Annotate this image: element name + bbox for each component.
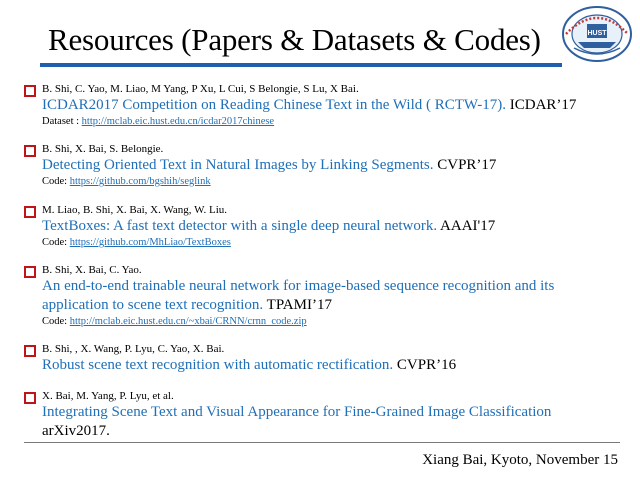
reference-authors: M. Liao, B. Shi, X. Bai, X. Wang, W. Liu.: [42, 204, 227, 216]
bullet-icon: [24, 85, 36, 97]
bullet-icon: [24, 266, 36, 278]
resource-label: Code:: [42, 237, 70, 248]
title-underline: [40, 63, 562, 67]
resource-link[interactable]: https://github.com/MhLiao/TextBoxes: [69, 237, 231, 248]
footer-text: Xiang Bai, Kyoto, November 15: [422, 452, 618, 468]
bullet-icon: [24, 145, 36, 157]
svg-text:HUST: HUST: [587, 30, 607, 37]
resource-link[interactable]: http://mclab.eic.hust.edu.cn/~xbai/CRNN/crnn_code.zip: [69, 316, 307, 327]
reference-authors: B. Shi, C. Yao, M. Liao, M Yang, P Xu, L Cui, S Belongie, S Lu, X Bai.: [42, 83, 359, 95]
university-logo: [560, 4, 634, 64]
reference-venue: TPAMI’17: [266, 297, 332, 313]
reference-venue: CVPR’17: [437, 157, 497, 173]
reference-title[interactable]: Integrating Scene Text and Visual Appearance for Fine-Grained Image Classification: [42, 404, 552, 420]
resource-link[interactable]: https://github.com/bgshih/seglink: [69, 176, 211, 187]
bullet-icon: [24, 392, 36, 404]
reference-authors: B. Shi, , X. Wang, P. Lyu, C. Yao, X. Bai.: [42, 343, 225, 355]
resource-label: Code:: [42, 316, 70, 327]
resource-label: Dataset :: [42, 116, 82, 127]
reference-title[interactable]: Robust scene text recognition with automatic rectification.: [42, 357, 394, 373]
reference-entry-3: [24, 203, 622, 250]
reference-authors: X. Bai, M. Yang, P. Lyu, et al.: [42, 390, 174, 402]
reference-venue: arXiv2017.: [42, 423, 110, 439]
bullet-icon: [24, 206, 36, 218]
reference-entry-6: [24, 389, 622, 441]
reference-venue: ICDAR’17: [509, 97, 577, 113]
reference-venue: CVPR’16: [396, 357, 457, 373]
reference-venue: AAAI'17: [440, 218, 496, 234]
resource-link[interactable]: http://mclab.eic.hust.edu.cn/icdar2017chinese: [81, 116, 275, 127]
reference-authors: B. Shi, X. Bai, S. Belongie.: [42, 143, 164, 155]
reference-title[interactable]: TextBoxes: A fast text detector with a single deep neural network.: [42, 218, 438, 234]
reference-entry-5: [24, 342, 622, 375]
slide-title: Resources (Papers & Datasets & Codes): [48, 22, 541, 57]
reference-title[interactable]: ICDAR2017 Competition on Reading Chinese Text in the Wild ( RCTW-17).: [42, 97, 507, 113]
bullet-icon: [24, 345, 36, 357]
resource-label: Code:: [42, 176, 70, 187]
reference-entry-4: [24, 263, 622, 329]
reference-entry-1: [24, 82, 622, 129]
reference-entry-2: [24, 142, 622, 189]
reference-authors: B. Shi, X. Bai, C. Yao.: [42, 264, 142, 276]
footer-divider: [24, 442, 620, 443]
reference-title[interactable]: Detecting Oriented Text in Natural Images by Linking Segments.: [42, 157, 434, 173]
reference-title[interactable]: An end-to-end trainable neural network for image-based sequence recognition and its application to scene text recognition.: [42, 278, 555, 313]
